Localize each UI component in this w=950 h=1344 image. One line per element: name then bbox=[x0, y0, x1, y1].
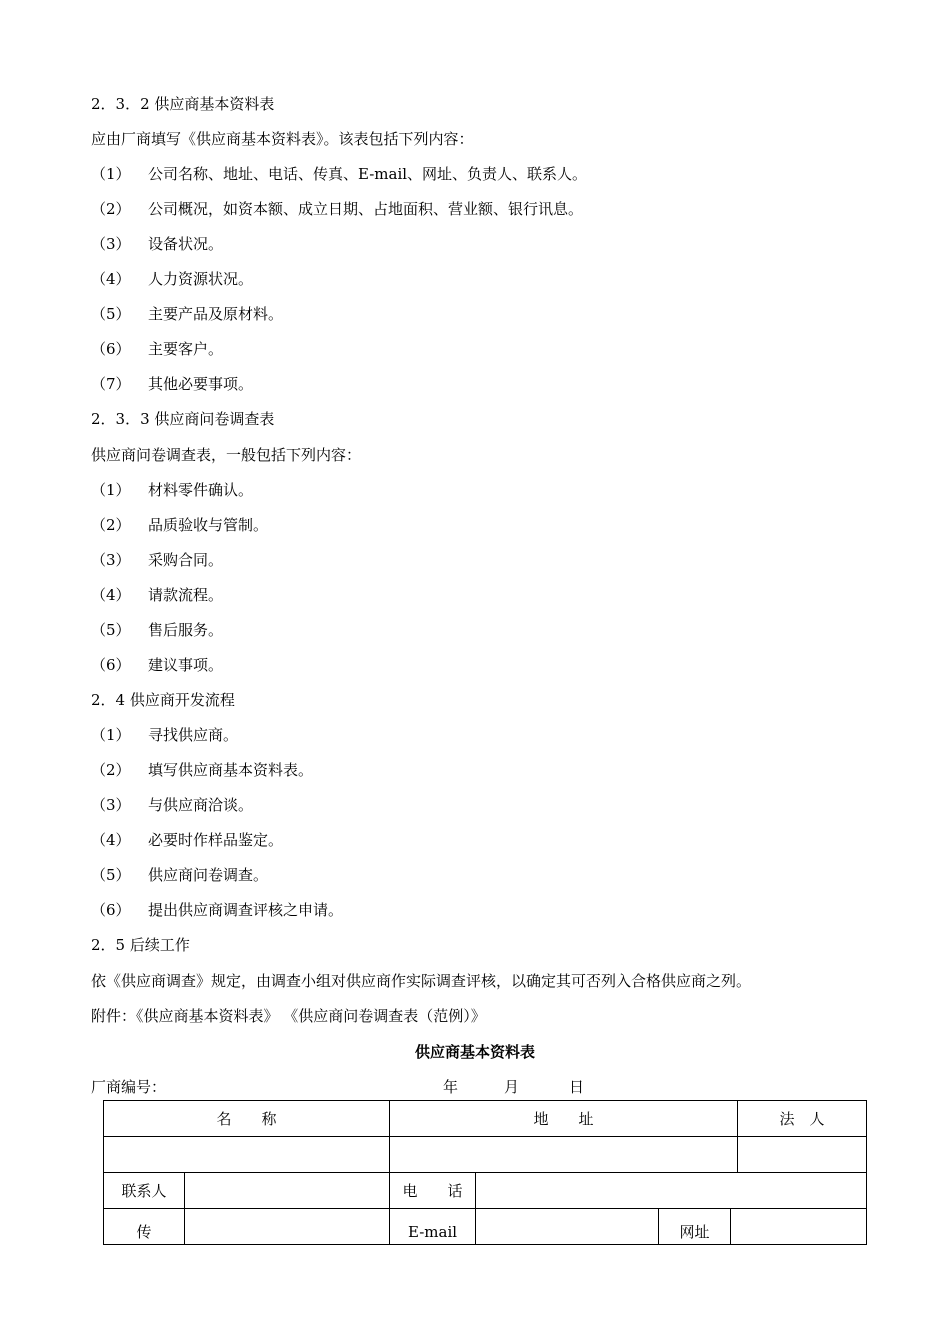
list-text: 填写供应商基本资料表。 bbox=[148, 761, 314, 779]
list-text: 主要客户。 bbox=[148, 340, 224, 358]
vendor-number-label: 厂商编号： bbox=[91, 1078, 167, 1096]
list-number: （5） bbox=[91, 866, 131, 884]
name-header: 名 称 bbox=[104, 1101, 390, 1137]
list-number: （2） bbox=[91, 761, 131, 779]
phone-field[interactable] bbox=[476, 1173, 867, 1209]
list-number: （1） bbox=[91, 481, 131, 499]
list-item bbox=[91, 830, 283, 850]
list-item bbox=[91, 269, 253, 289]
list-item bbox=[91, 515, 268, 535]
list-text: 售后服务。 bbox=[148, 621, 224, 639]
address-header: 地 址 bbox=[390, 1101, 738, 1137]
email-field[interactable] bbox=[476, 1209, 659, 1245]
list-number: （6） bbox=[91, 656, 131, 674]
list-text: 材料零件确认。 bbox=[148, 481, 254, 499]
name-field[interactable] bbox=[104, 1137, 390, 1173]
list-item bbox=[91, 900, 343, 920]
fax-label: 传 bbox=[104, 1209, 185, 1245]
table-row bbox=[104, 1209, 867, 1245]
attachments-line: 附件：《供应商基本资料表》 《供应商问卷调查表（范例）》 bbox=[91, 1007, 486, 1025]
date-month-label: 月 bbox=[504, 1078, 520, 1096]
list-number: （6） bbox=[91, 340, 131, 358]
list-number: （5） bbox=[91, 305, 131, 323]
list-text: 公司名称、地址、电话、传真、E-mail、网址、负责人、联系人。 bbox=[148, 165, 588, 183]
vendor-info-table bbox=[103, 1100, 867, 1245]
legal-person-header: 法 人 bbox=[738, 1101, 867, 1137]
list-text: 供应商问卷调查。 bbox=[148, 866, 269, 884]
list-number: （2） bbox=[91, 516, 131, 534]
list-item bbox=[91, 339, 223, 359]
section-heading: 2．4 供应商开发流程 bbox=[91, 691, 235, 709]
list-number: （6） bbox=[91, 901, 131, 919]
list-text: 人力资源状况。 bbox=[148, 270, 254, 288]
list-text: 提出供应商调查评核之申请。 bbox=[148, 901, 344, 919]
list-item bbox=[91, 760, 313, 780]
section-heading: 2．3．3 供应商问卷调查表 bbox=[91, 410, 275, 428]
list-item bbox=[91, 304, 283, 324]
list-text: 寻找供应商。 bbox=[148, 726, 239, 744]
list-item bbox=[91, 585, 223, 605]
contact-field[interactable] bbox=[185, 1173, 390, 1209]
list-number: （4） bbox=[91, 270, 131, 288]
phone-label: 电 话 bbox=[390, 1173, 476, 1209]
list-item bbox=[91, 480, 253, 500]
list-item bbox=[91, 199, 583, 219]
date-day-label: 日 bbox=[569, 1078, 585, 1096]
legal-person-field[interactable] bbox=[738, 1137, 867, 1173]
form-title: 供应商基本资料表 bbox=[414, 1043, 535, 1061]
list-text: 设备状况。 bbox=[148, 235, 224, 253]
list-item bbox=[91, 164, 587, 184]
list-item bbox=[91, 620, 223, 640]
date-year-label: 年 bbox=[443, 1078, 459, 1096]
list-text: 采购合同。 bbox=[148, 551, 224, 569]
email-label: E-mail bbox=[390, 1209, 476, 1245]
section-intro: 应由厂商填写《供应商基本资料表》。该表包括下列内容： bbox=[91, 130, 474, 148]
list-number: （3） bbox=[91, 551, 131, 569]
list-text: 请款流程。 bbox=[148, 586, 224, 604]
table-row bbox=[104, 1101, 867, 1137]
list-number: （1） bbox=[91, 165, 131, 183]
list-text: 建议事项。 bbox=[148, 656, 224, 674]
list-number: （1） bbox=[91, 726, 131, 744]
website-label: 网址 bbox=[659, 1209, 731, 1245]
list-number: （7） bbox=[91, 375, 131, 393]
section-intro: 依《供应商调查》规定，由调查小组对供应商作实际调查评核，以确定其可否列入合格供应商之列。 bbox=[91, 972, 752, 990]
list-item bbox=[91, 234, 223, 254]
list-text: 必要时作样品鉴定。 bbox=[148, 831, 284, 849]
address-field[interactable] bbox=[390, 1137, 738, 1173]
list-item bbox=[91, 865, 268, 885]
list-text: 主要产品及原材料。 bbox=[148, 305, 284, 323]
list-number: （3） bbox=[91, 796, 131, 814]
section-heading: 2．3．2 供应商基本资料表 bbox=[91, 95, 275, 113]
list-item bbox=[91, 655, 223, 675]
list-text: 品质验收与管制。 bbox=[148, 516, 269, 534]
section-intro: 供应商问卷调查表，一般包括下列内容： bbox=[91, 446, 362, 464]
list-text: 与供应商洽谈。 bbox=[148, 796, 254, 814]
section-heading: 2．5 后续工作 bbox=[91, 936, 190, 954]
website-field[interactable] bbox=[731, 1209, 867, 1245]
list-number: （3） bbox=[91, 235, 131, 253]
list-number: （5） bbox=[91, 621, 131, 639]
table-row bbox=[104, 1137, 867, 1173]
list-item bbox=[91, 725, 238, 745]
list-item bbox=[91, 374, 253, 394]
list-text: 公司概况，如资本额、成立日期、占地面积、营业额、银行讯息。 bbox=[148, 200, 584, 218]
contact-label: 联系人 bbox=[104, 1173, 185, 1209]
list-item bbox=[91, 795, 253, 815]
list-number: （4） bbox=[91, 831, 131, 849]
list-number: （4） bbox=[91, 586, 131, 604]
list-number: （2） bbox=[91, 200, 131, 218]
list-text: 其他必要事项。 bbox=[148, 375, 254, 393]
list-item bbox=[91, 550, 223, 570]
fax-field[interactable] bbox=[185, 1209, 390, 1245]
table-row bbox=[104, 1173, 867, 1209]
